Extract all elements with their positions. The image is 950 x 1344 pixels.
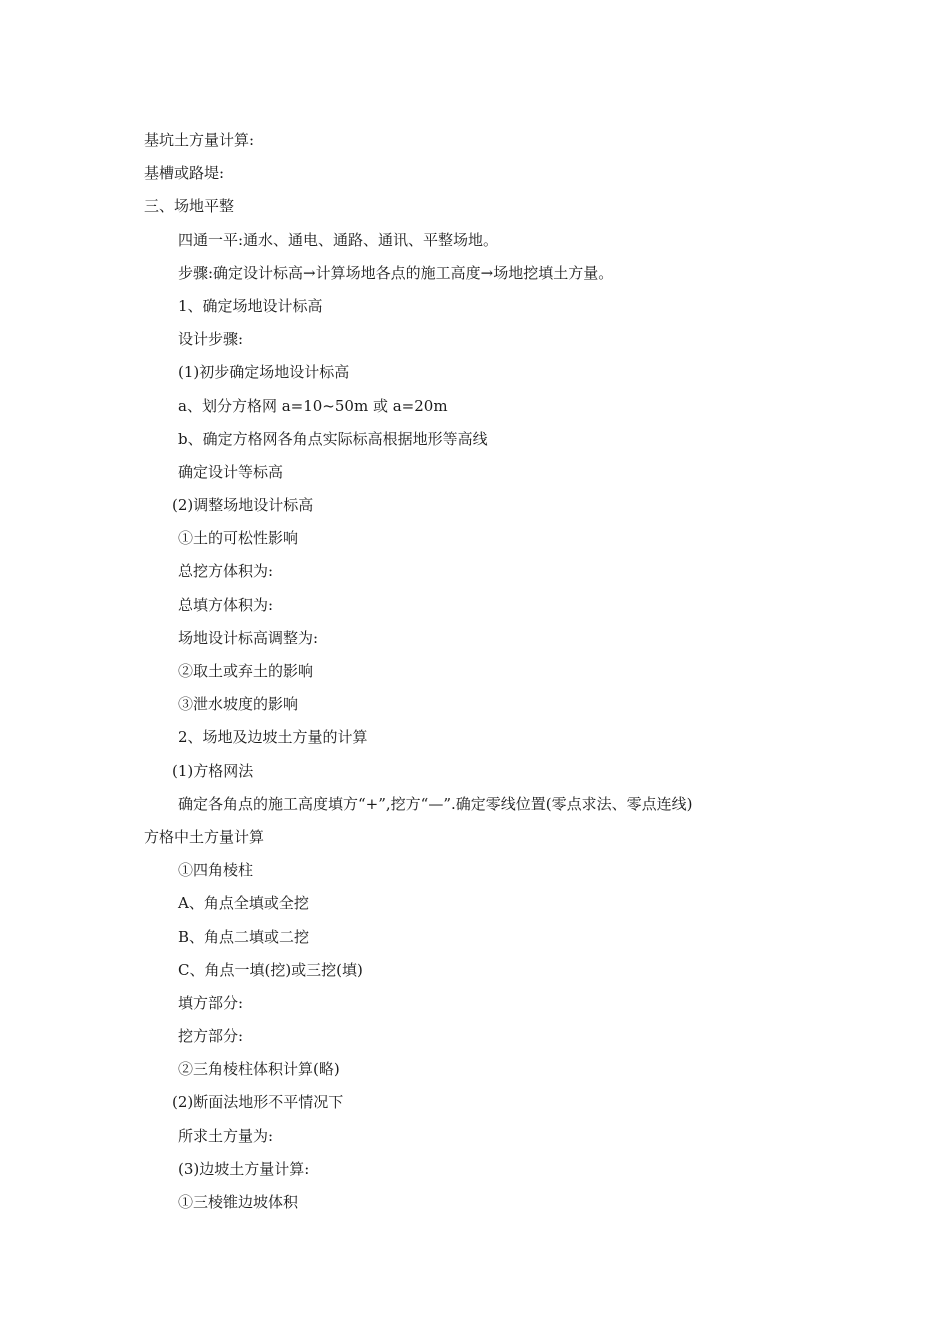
text-line-7: 设计步骤:: [178, 330, 244, 349]
text-line-20: (1)方格网法: [172, 761, 254, 780]
text-line-14: 总挖方体积为:: [178, 562, 274, 581]
text-line-10: b、确定方格网各角点实际标高根据地形等高线: [178, 429, 488, 448]
text-line-11: 确定设计等标高: [178, 462, 284, 481]
text-line-5: 步骤:确定设计标高→计算场地各点的施工高度→场地挖填土方量。: [178, 263, 614, 282]
text-line-25: B、角点二填或二挖: [178, 927, 310, 946]
text-line-22: 方格中土方量计算: [144, 827, 265, 846]
text-line-4: 四通一平:通水、通电、通路、通讯、平整场地。: [178, 230, 499, 249]
text-line-33: ①三棱锥边坡体积: [178, 1193, 299, 1211]
text-line-24: A、角点全填或全挖: [178, 894, 309, 913]
text-line-2: 基槽或路堤:: [144, 164, 225, 183]
text-line-29: ②三角棱柱体积计算(略): [178, 1060, 340, 1079]
text-line-9: a、划分方格网 a=10~50m 或 a=20m: [178, 396, 448, 415]
text-line-13: ①土的可松性影响: [178, 529, 299, 548]
text-line-18: ③泄水坡度的影响: [178, 695, 299, 714]
text-line-31: 所求土方量为:: [178, 1126, 274, 1145]
text-line-15: 总填方体积为:: [178, 595, 274, 614]
text-line-28: 挖方部分:: [178, 1027, 244, 1046]
text-line-8: (1)初步确定场地设计标高: [178, 363, 350, 382]
text-line-1: 基坑土方量计算:: [144, 131, 255, 149]
document-body: [144, 124, 814, 1219]
text-line-32: (3)边坡土方量计算:: [178, 1159, 310, 1178]
text-line-27: 填方部分:: [178, 993, 244, 1012]
section-heading: 三、场地平整: [144, 197, 235, 216]
subsection-heading: 1、确定场地设计标高: [178, 296, 323, 315]
text-line-26: C、角点一填(挖)或三挖(填): [178, 960, 363, 979]
text-line-30: (2)断面法地形不平情况下: [172, 1093, 344, 1112]
text-line-23: ①四角棱柱: [178, 861, 254, 880]
subsection-heading-2: 2、场地及边坡土方量的计算: [178, 728, 368, 747]
text-line-17: ②取土或弃土的影响: [178, 662, 314, 680]
text-line-21: 确定各角点的施工高度填方“+”,挖方“—”.确定零线位置(零点求法、零点连线): [178, 794, 693, 813]
text-line-12: (2)调整场地设计标高: [172, 496, 314, 515]
text-line-16: 场地设计标高调整为:: [178, 628, 319, 647]
